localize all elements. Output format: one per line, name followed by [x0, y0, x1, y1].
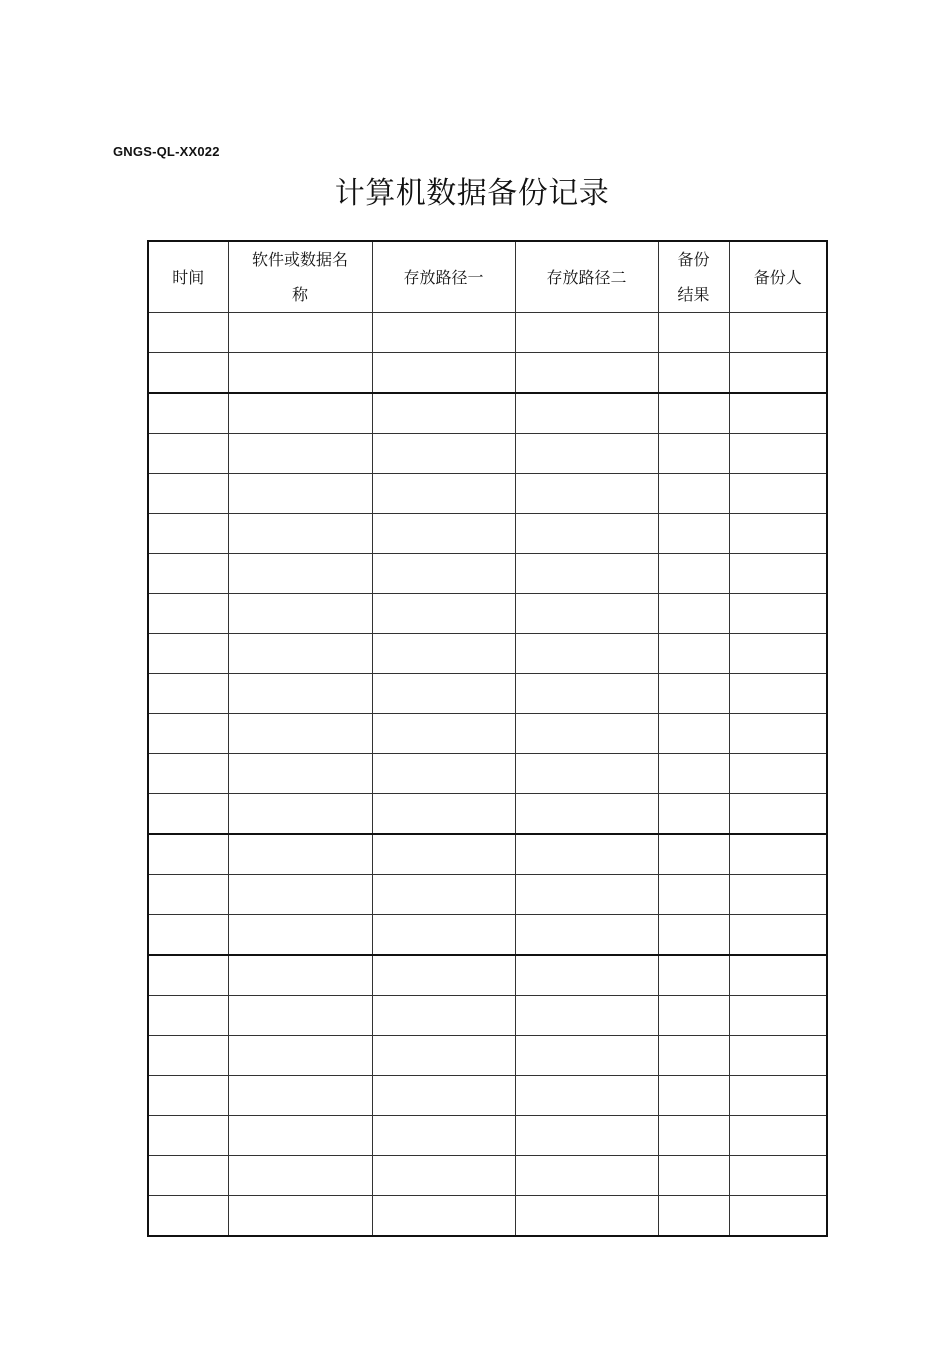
software-name-cell[interactable]: [228, 834, 372, 875]
table-row: [148, 393, 827, 434]
table-row: [148, 714, 827, 754]
backup-result-cell[interactable]: [658, 474, 729, 514]
time-cell[interactable]: [148, 915, 228, 956]
backup-result-cell[interactable]: [658, 714, 729, 754]
software-name-cell[interactable]: [228, 594, 372, 634]
backup-result-cell[interactable]: [658, 634, 729, 674]
software-name-cell[interactable]: [228, 1196, 372, 1237]
software-name-cell[interactable]: [228, 554, 372, 594]
software-name-cell[interactable]: [228, 634, 372, 674]
backup-result-cell[interactable]: [658, 754, 729, 794]
backup-result-cell[interactable]: [658, 1076, 729, 1116]
path-two-cell[interactable]: [515, 434, 658, 474]
header-backup-result-line2: 结果: [677, 285, 710, 304]
path-two-cell[interactable]: [515, 474, 658, 514]
path-one-cell[interactable]: [372, 955, 515, 996]
header-time: [148, 241, 228, 313]
backup-result-cell[interactable]: [658, 594, 729, 634]
table-row: [148, 875, 827, 915]
backup-result-cell[interactable]: [658, 875, 729, 915]
backup-person-cell[interactable]: [729, 434, 827, 474]
path-one-cell[interactable]: [372, 474, 515, 514]
header-backup-result-label: [677, 242, 709, 312]
backup-record-table: [147, 240, 828, 1237]
path-two-cell[interactable]: [515, 834, 658, 875]
backup-person-cell[interactable]: [729, 514, 827, 554]
software-name-cell[interactable]: [228, 875, 372, 915]
time-cell[interactable]: [148, 353, 228, 394]
path-two-cell[interactable]: [515, 754, 658, 794]
time-cell[interactable]: [148, 514, 228, 554]
time-cell[interactable]: [148, 434, 228, 474]
document-title: 计算机数据备份记录: [334, 176, 610, 211]
table-row: [148, 996, 827, 1036]
path-two-cell[interactable]: [515, 313, 658, 353]
time-cell[interactable]: [148, 955, 228, 996]
path-two-cell[interactable]: [515, 1036, 658, 1076]
path-two-cell[interactable]: [515, 996, 658, 1036]
time-cell[interactable]: [148, 1076, 228, 1116]
backup-person-cell[interactable]: [729, 875, 827, 915]
path-two-cell[interactable]: [515, 714, 658, 754]
software-name-cell[interactable]: [228, 714, 372, 754]
table-row: [148, 313, 827, 353]
path-one-cell[interactable]: [372, 514, 515, 554]
header-path-two-label: 存放路径二: [546, 267, 627, 287]
time-cell[interactable]: [148, 393, 228, 434]
time-cell[interactable]: [148, 1196, 228, 1237]
software-name-cell[interactable]: [228, 754, 372, 794]
path-one-cell[interactable]: [372, 634, 515, 674]
time-cell[interactable]: [148, 754, 228, 794]
backup-result-cell[interactable]: [658, 393, 729, 434]
backup-result-cell[interactable]: [658, 353, 729, 394]
time-cell[interactable]: [148, 714, 228, 754]
table-row: [148, 1116, 827, 1156]
backup-result-cell[interactable]: [658, 514, 729, 554]
path-one-cell[interactable]: [372, 353, 515, 394]
header-path-two: [515, 241, 658, 313]
header-time-label: 时间: [172, 267, 205, 287]
software-name-cell[interactable]: [228, 313, 372, 353]
backup-result-cell[interactable]: [658, 834, 729, 875]
backup-person-cell[interactable]: [729, 996, 827, 1036]
header-backup-person: [729, 241, 827, 313]
backup-person-cell[interactable]: [729, 915, 827, 956]
path-two-cell[interactable]: [515, 634, 658, 674]
header-backup-result: [658, 241, 729, 313]
backup-result-cell[interactable]: [658, 313, 729, 353]
backup-person-cell[interactable]: [729, 794, 827, 835]
backup-person-cell[interactable]: [729, 353, 827, 394]
backup-person-cell[interactable]: [729, 674, 827, 714]
backup-person-cell[interactable]: [729, 634, 827, 674]
backup-result-cell[interactable]: [658, 1116, 729, 1156]
path-two-cell[interactable]: [515, 955, 658, 996]
path-two-cell[interactable]: [515, 875, 658, 915]
table-row: [148, 1156, 827, 1196]
header-software-name-line2: 称: [291, 285, 308, 304]
table-row: [148, 1076, 827, 1116]
software-name-cell[interactable]: [228, 674, 372, 714]
path-one-cell[interactable]: [372, 1076, 515, 1116]
software-name-cell[interactable]: [228, 434, 372, 474]
path-two-cell[interactable]: [515, 393, 658, 434]
table-row: [148, 794, 827, 835]
path-one-cell[interactable]: [372, 594, 515, 634]
backup-person-cell[interactable]: [729, 1036, 827, 1076]
backup-person-cell[interactable]: [729, 393, 827, 434]
software-name-cell[interactable]: [228, 474, 372, 514]
path-two-cell[interactable]: [515, 594, 658, 634]
backup-result-cell[interactable]: [658, 915, 729, 956]
header-row: [148, 241, 827, 313]
path-one-cell[interactable]: [372, 996, 515, 1036]
backup-person-cell[interactable]: [729, 955, 827, 996]
path-two-cell[interactable]: [515, 1076, 658, 1116]
time-cell[interactable]: [148, 996, 228, 1036]
record-body: [148, 313, 827, 1237]
table-row: [148, 514, 827, 554]
table-row: [148, 955, 827, 996]
table-row: [148, 674, 827, 714]
software-name-cell[interactable]: [228, 353, 372, 394]
path-one-cell[interactable]: [372, 674, 515, 714]
header-path-one: [372, 241, 515, 313]
software-name-cell[interactable]: [228, 1116, 372, 1156]
table-row: [148, 1036, 827, 1076]
table-row: [148, 754, 827, 794]
path-one-cell[interactable]: [372, 754, 515, 794]
time-cell[interactable]: [148, 634, 228, 674]
backup-person-cell[interactable]: [729, 1076, 827, 1116]
time-cell[interactable]: [148, 1036, 228, 1076]
path-two-cell[interactable]: [515, 1196, 658, 1237]
path-one-cell[interactable]: [372, 834, 515, 875]
time-cell[interactable]: [148, 794, 228, 835]
path-one-cell[interactable]: [372, 393, 515, 434]
path-one-cell[interactable]: [372, 434, 515, 474]
time-cell[interactable]: [148, 554, 228, 594]
header-backup-person-label: 备份人: [753, 267, 802, 287]
backup-result-cell[interactable]: [658, 674, 729, 714]
path-one-cell[interactable]: [372, 554, 515, 594]
path-one-cell[interactable]: [372, 794, 515, 835]
backup-result-cell[interactable]: [658, 434, 729, 474]
path-two-cell[interactable]: [515, 353, 658, 394]
backup-person-cell[interactable]: [729, 1116, 827, 1156]
software-name-cell[interactable]: [228, 915, 372, 956]
time-cell[interactable]: [148, 1156, 228, 1196]
software-name-cell[interactable]: [228, 996, 372, 1036]
path-two-cell[interactable]: [515, 794, 658, 835]
software-name-cell[interactable]: [228, 514, 372, 554]
table-row: [148, 915, 827, 956]
time-cell[interactable]: [148, 674, 228, 714]
path-one-cell[interactable]: [372, 915, 515, 956]
backup-person-cell[interactable]: [729, 834, 827, 875]
time-cell[interactable]: [148, 875, 228, 915]
software-name-cell[interactable]: [228, 1036, 372, 1076]
time-cell[interactable]: [148, 834, 228, 875]
backup-result-cell[interactable]: [658, 554, 729, 594]
backup-result-cell[interactable]: [658, 1156, 729, 1196]
software-name-cell[interactable]: [228, 393, 372, 434]
backup-person-cell[interactable]: [729, 754, 827, 794]
backup-person-cell[interactable]: [729, 594, 827, 634]
header-software-name: [228, 241, 372, 313]
path-one-cell[interactable]: [372, 1196, 515, 1237]
backup-result-cell[interactable]: [658, 1036, 729, 1076]
backup-person-cell[interactable]: [729, 1156, 827, 1196]
backup-result-cell[interactable]: [658, 1196, 729, 1237]
path-two-cell[interactable]: [515, 674, 658, 714]
backup-result-cell[interactable]: [658, 996, 729, 1036]
path-two-cell[interactable]: [515, 554, 658, 594]
backup-result-cell[interactable]: [658, 794, 729, 835]
path-two-cell[interactable]: [515, 1116, 658, 1156]
software-name-cell[interactable]: [228, 1076, 372, 1116]
table-row: [148, 434, 827, 474]
time-cell[interactable]: [148, 1116, 228, 1156]
document-code: GNGS-QL-XX022: [113, 144, 220, 159]
software-name-cell[interactable]: [228, 1156, 372, 1196]
path-one-cell[interactable]: [372, 1116, 515, 1156]
time-cell[interactable]: [148, 594, 228, 634]
header-path-one-label: 存放路径一: [403, 267, 484, 287]
header-software-name-line1: 软件或数据名: [251, 250, 348, 269]
time-cell[interactable]: [148, 474, 228, 514]
path-one-cell[interactable]: [372, 1156, 515, 1196]
path-one-cell[interactable]: [372, 714, 515, 754]
backup-result-cell[interactable]: [658, 955, 729, 996]
table-row: [148, 1196, 827, 1237]
time-cell[interactable]: [148, 313, 228, 353]
path-one-cell[interactable]: [372, 1036, 515, 1076]
path-two-cell[interactable]: [515, 915, 658, 956]
path-two-cell[interactable]: [515, 1156, 658, 1196]
table-row: [148, 594, 827, 634]
table-row: [148, 554, 827, 594]
header-software-name-label: [252, 242, 348, 312]
table-row: [148, 474, 827, 514]
table-row: [148, 634, 827, 674]
software-name-cell[interactable]: [228, 955, 372, 996]
path-one-cell[interactable]: [372, 313, 515, 353]
backup-person-cell[interactable]: [729, 474, 827, 514]
table-row: [148, 353, 827, 394]
path-one-cell[interactable]: [372, 875, 515, 915]
backup-person-cell[interactable]: [729, 714, 827, 754]
backup-person-cell[interactable]: [729, 313, 827, 353]
backup-person-cell[interactable]: [729, 1196, 827, 1237]
backup-person-cell[interactable]: [729, 554, 827, 594]
path-two-cell[interactable]: [515, 514, 658, 554]
header-backup-result-line1: 备份: [677, 250, 710, 269]
table-row: [148, 834, 827, 875]
software-name-cell[interactable]: [228, 794, 372, 835]
